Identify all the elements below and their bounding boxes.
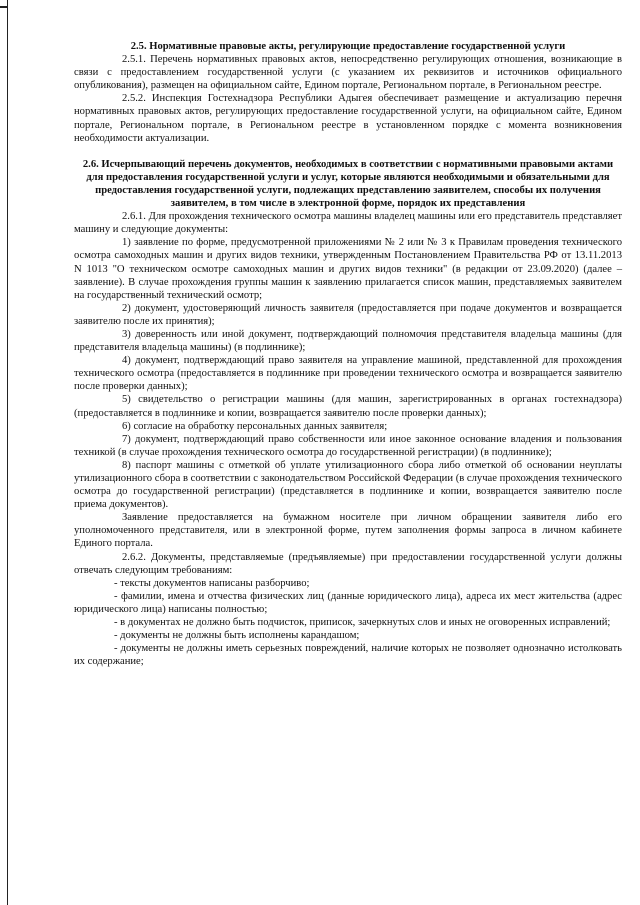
section-heading-2-6: 2.6. Исчерпывающий перечень документов, необходимых в соответствии с нормативными правовыми актами для предоставления государственной услуги и услуг, которые являются необходимыми и обязательными для предоставления государственной услуги, подлежащих представлению заявителем, способы их получения заявителем, в том числе в электронной форме, порядок их представления bbox=[82, 158, 614, 210]
paragraph-2-6-1: 2.6.1. Для прохождения технического осмотра машины владелец машины или его представитель представляет машину и следующие документы: bbox=[74, 211, 622, 236]
paragraph-2-5-1: 2.5.1. Перечень нормативных правовых актов, непосредственно регулирующих отношения, возникающие в связи с предоставлением государственной услуги (с указанием их реквизитов и источников официального опубликования), размещен на официальном сайте, Едином портале, Региональном портале, в Региональном реестре. bbox=[74, 54, 622, 92]
list-item-4: 4) документ, подтверждающий право заявителя на управление машиной, представленной для прохождения технического осмотра (предоставляется в подлиннике при проведении технического осмотра и возвращается заявителю после проверки данных); bbox=[74, 355, 622, 393]
list-item-1: 1) заявление по форме, предусмотренной приложениями № 2 или № 3 к Правилам проведения технического осмотра самоходных машин и других видов техники, утвержденным Постановлением Правительства РФ от 13.11.2013 N 1013 "О техническом осмотре самоходных машин и других видов техники" (в редакции от 23.09.2020) (далее – заявление). В случае прохождения группы машин к заявлению прилагается список машин, представляемых заявителем на государственный технический осмотр; bbox=[74, 237, 622, 301]
requirement-item: - фамилии, имена и отчества физических лиц (данные юридического лица), адреса их мест жительства (адрес юридического лица) написаны полностью; bbox=[74, 590, 622, 615]
requirement-item: - документы не должны иметь серьезных повреждений, наличие которых не позволяет однозначно истолковать их содержание; bbox=[74, 643, 622, 668]
list-item-5: 5) свидетельство о регистрации машины (для машин, зарегистрированных в органах гостехнадзора) (предоставляется в подлиннике и копии, возвращается заявителю после проверки данных); bbox=[74, 394, 622, 419]
requirement-item: - тексты документов написаны разборчиво; bbox=[114, 577, 310, 589]
paragraph-2-6-2: 2.6.2. Документы, представляемые (предъявляемые) при предоставлении государственной услуги должны отвечать следующим требованиям: bbox=[74, 551, 622, 576]
scan-edge-corner bbox=[0, 6, 8, 8]
section-heading-2-5: 2.5. Нормативные правовые акты, регулирующие предоставление государственной услуги bbox=[130, 41, 566, 52]
scan-edge-line bbox=[7, 0, 8, 905]
section-gap bbox=[74, 145, 622, 158]
list-item-3: 3) доверенность или иной документ, подтверждающий полномочия представителя владельца машины (для представителя владельца машины) (в подлиннике); bbox=[74, 328, 622, 354]
list-item-6: 6) согласие на обработку персональных данных заявителя; bbox=[122, 420, 388, 432]
list-item-2: 2) документ, удостоверяющий личность заявителя (предоставляется при подаче документов и возвращается заявителю после их принятия); bbox=[74, 302, 622, 327]
paragraph-2-5-2: 2.5.2. Инспекция Гостехнадзора Республики Адыгея обеспечивает размещение и актуализацию перечня нормативных правовых актов, регулирующих предоставление государственной услуги, на официальном сайте, Едином портале, Региональном портале, в Региональном реестре в установленном порядке с момента возникновения необходимости актуализации. bbox=[74, 93, 622, 144]
requirement-item: - в документах не должно быть подчисток, приписок, зачеркнутых слов и иных не оговоренных исправлений; bbox=[114, 617, 611, 629]
paragraph-submission: Заявление предоставляется на бумажном носителе при личном обращении заявителя либо его уполномоченного представителя, или в электронной форме, путем заполнения формы запроса в личном кабинете Единого портала. bbox=[74, 512, 622, 550]
list-item-7: 7) документ, подтверждающий право собственности или иное законное основание владения и пользования техникой (в случае прохождения технического осмотра до государственной регистрации) (в подлиннике); bbox=[74, 433, 622, 458]
document-body bbox=[74, 40, 622, 668]
requirement-item: - документы не должны быть исполнены карандашом; bbox=[114, 630, 360, 642]
list-item-8: 8) паспорт машины с отметкой об уплате утилизационного сбора либо отметкой об основании неуплаты утилизационного сбора в соответствии с законодательством Российской Федерации (в случае прохождения технического осмотра до государственной регистрации) (представляется в подлиннике и копии, возвращается заявителю после приема документов). bbox=[74, 459, 622, 511]
